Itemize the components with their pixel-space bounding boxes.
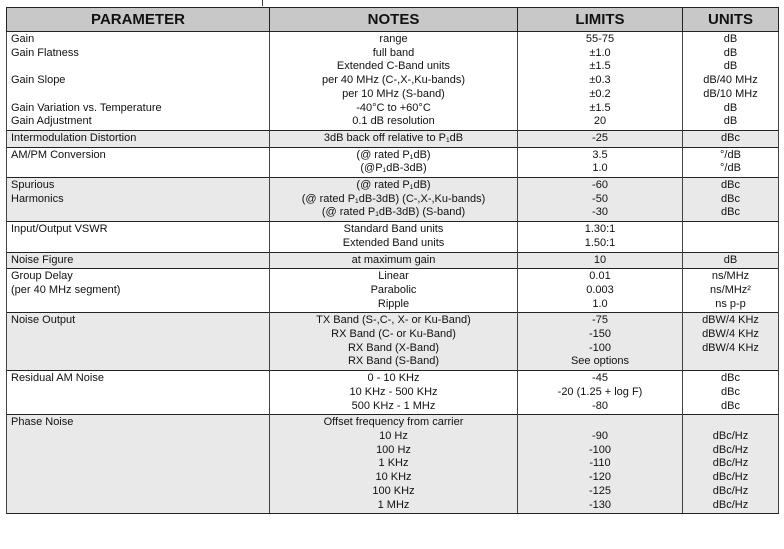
notes-cell: (@ rated P₁dB) (@P₁dB-3dB) [270, 147, 518, 177]
notes-cell: Linear Parabolic Ripple [270, 269, 518, 313]
limits-cell: -75 -150 -100 See options [518, 313, 683, 371]
parameter-cell: Gain Gain Flatness Gain Slope Gain Variation vs. Temperature Gain Adjustment [7, 32, 270, 131]
top-edge-tick [262, 0, 263, 6]
notes-cell: range full band Extended C-Band units per 40 MHz (C-,X-,Ku-bands) per 10 MHz (S-band) -40°C to +60°C 0.1 dB resolution [270, 32, 518, 131]
header-units: UNITS [683, 8, 779, 32]
limits-cell: 55-75 ±1.0 ±1.5 ±0.3 ±0.2 ±1.5 20 [518, 32, 683, 131]
group-gain [7, 32, 779, 131]
table-header-row [7, 8, 779, 32]
parameter-cell: Input/Output VSWR [7, 222, 270, 252]
notes-cell: 3dB back off relative to P₁dB [270, 130, 518, 147]
header-parameter: PARAMETER [7, 8, 270, 32]
limits-cell: 0.01 0.003 1.0 [518, 269, 683, 313]
parameter-cell: Intermodulation Distortion [7, 130, 270, 147]
limits-cell: -45 -20 (1.25 + log F) -80 [518, 371, 683, 415]
limits-cell: -25 [518, 130, 683, 147]
group-residual-am-noise [7, 371, 779, 415]
group-group-delay [7, 269, 779, 313]
notes-cell: Offset frequency from carrier 10 Hz 100 Hz 1 KHz 10 KHz 100 KHz 1 MHz [270, 415, 518, 514]
parameter-cell: AM/PM Conversion [7, 147, 270, 177]
units-cell [683, 222, 779, 252]
units-cell: ns/MHz ns/MHz² ns p-p [683, 269, 779, 313]
specifications-table [6, 7, 779, 514]
group-noise-figure [7, 252, 779, 269]
parameter-cell: Spurious Harmonics [7, 178, 270, 222]
notes-cell: at maximum gain [270, 252, 518, 269]
limits-cell: -60 -50 -30 [518, 178, 683, 222]
parameter-cell: Noise Output [7, 313, 270, 371]
notes-cell: 0 - 10 KHz 10 KHz - 500 KHz 500 KHz - 1 MHz [270, 371, 518, 415]
limits-cell: 1.30:1 1.50:1 [518, 222, 683, 252]
notes-cell: Standard Band units Extended Band units [270, 222, 518, 252]
units-cell: dBc/Hz dBc/Hz dBc/Hz dBc/Hz dBc/Hz dBc/Hz [683, 415, 779, 514]
group-vswr [7, 222, 779, 252]
group-am-pm [7, 147, 779, 177]
header-limits: LIMITS [518, 8, 683, 32]
units-cell: dBc [683, 130, 779, 147]
units-cell: °/dB °/dB [683, 147, 779, 177]
limits-cell: -90 -100 -110 -120 -125 -130 [518, 415, 683, 514]
group-intermodulation [7, 130, 779, 147]
limits-cell: 10 [518, 252, 683, 269]
group-spurious [7, 178, 779, 222]
parameter-cell: Phase Noise [7, 415, 270, 514]
limits-cell: 3.5 1.0 [518, 147, 683, 177]
header-notes: NOTES [270, 8, 518, 32]
notes-cell: (@ rated P₁dB) (@ rated P₁dB-3dB) (C-,X-,Ku-bands) (@ rated P₁dB-3dB) (S-band) [270, 178, 518, 222]
group-phase-noise [7, 415, 779, 514]
units-cell: dBW/4 KHz dBW/4 KHz dBW/4 KHz [683, 313, 779, 371]
units-cell: dBc dBc dBc [683, 371, 779, 415]
group-noise-output [7, 313, 779, 371]
notes-cell: TX Band (S-,C-, X- or Ku-Band) RX Band (C- or Ku-Band) RX Band (X-Band) RX Band (S-Band) [270, 313, 518, 371]
parameter-cell: Residual AM Noise [7, 371, 270, 415]
units-cell: dBc dBc dBc [683, 178, 779, 222]
parameter-cell: Group Delay (per 40 MHz segment) [7, 269, 270, 313]
units-cell: dB [683, 252, 779, 269]
units-cell: dB dB dB dB/40 MHz dB/10 MHz dB dB [683, 32, 779, 131]
parameter-cell: Noise Figure [7, 252, 270, 269]
